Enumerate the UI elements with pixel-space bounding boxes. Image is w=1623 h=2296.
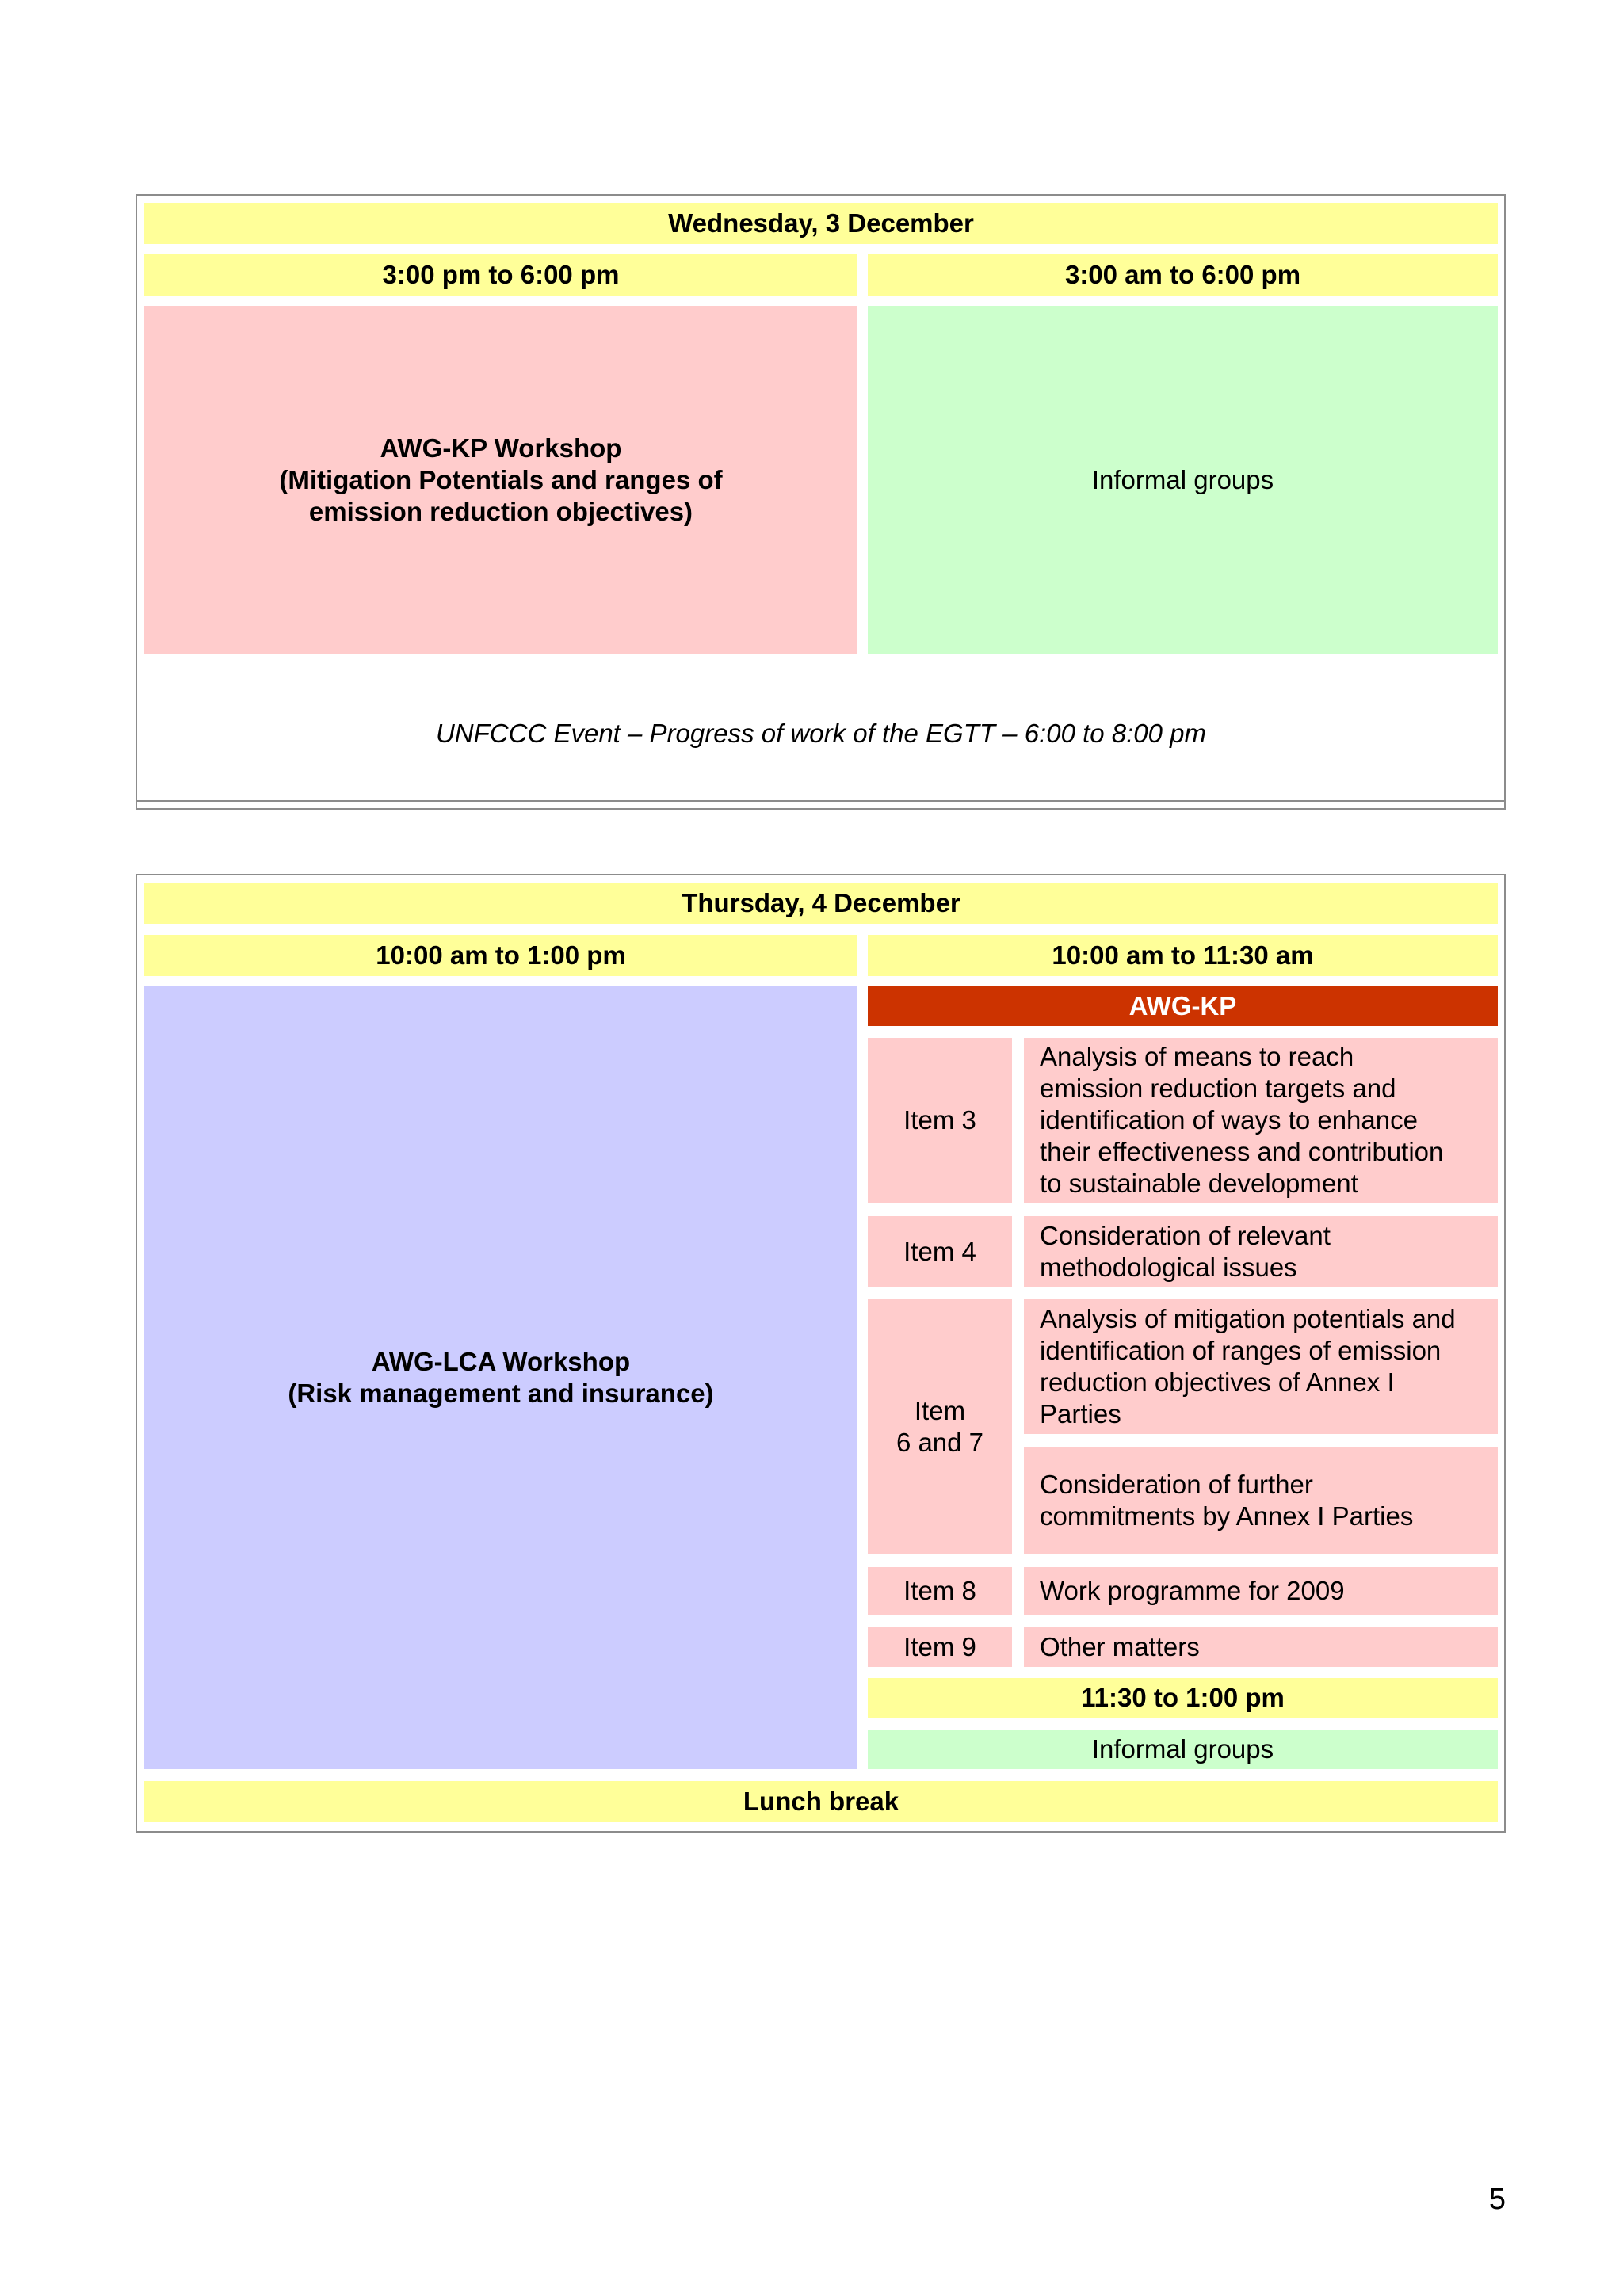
page-number: 5 bbox=[1488, 2183, 1506, 2216]
wednesday-day-header: Wednesday, 3 December bbox=[144, 203, 1498, 244]
wednesday-event-note: UNFCCC Event – Progress of work of the EGTT – 6:00 to 8:00 pm bbox=[435, 719, 1207, 748]
agenda-item-6-description: Analysis of mitigation potentials and identification of ranges of emission reduction objectives of Annex I Parties bbox=[1024, 1299, 1498, 1434]
agenda-item-8-label: Item 8 bbox=[868, 1567, 1012, 1615]
thursday-second-time: 11:30 to 1:00 pm bbox=[868, 1678, 1498, 1718]
thursday-second-session: Informal groups bbox=[868, 1730, 1498, 1769]
awg-kp-agenda-header: AWG-KP bbox=[868, 986, 1498, 1026]
thursday-left-time: 10:00 am to 1:00 pm bbox=[144, 935, 857, 976]
agenda-item-7-description: Consideration of further commitments by Annex I Parties bbox=[1024, 1447, 1498, 1554]
agenda-item-4-description: Consideration of relevant methodological issues bbox=[1024, 1216, 1498, 1287]
agenda-item-9-description: Other matters bbox=[1024, 1627, 1498, 1667]
agenda-item-8-description: Work programme for 2009 bbox=[1024, 1567, 1498, 1615]
thursday-right-time: 10:00 am to 11:30 am bbox=[868, 935, 1498, 976]
agenda-item-6-7-label: Item 6 and 7 bbox=[868, 1299, 1012, 1554]
agenda-item-4-label: Item 4 bbox=[868, 1216, 1012, 1287]
wednesday-right-time: 3:00 am to 6:00 pm bbox=[868, 254, 1498, 296]
agenda-item-3-description: Analysis of means to reach emission reduction targets and identification of ways to enhance their effectiveness and contribution to sustainable development bbox=[1024, 1038, 1498, 1203]
thursday-day-header: Thursday, 4 December bbox=[144, 883, 1498, 924]
agenda-item-9-label: Item 9 bbox=[868, 1627, 1012, 1667]
lunch-break-row: Lunch break bbox=[144, 1781, 1498, 1822]
agenda-item-3-label: Item 3 bbox=[868, 1038, 1012, 1203]
wednesday-left-session: AWG-KP Workshop (Mitigation Potentials and ranges of emission reduction objectives) bbox=[144, 306, 857, 654]
wednesday-table-divider bbox=[137, 800, 1504, 802]
wednesday-right-session: Informal groups bbox=[868, 306, 1498, 654]
thursday-left-session: AWG-LCA Workshop (Risk management and insurance) bbox=[144, 986, 857, 1769]
wednesday-left-time: 3:00 pm to 6:00 pm bbox=[144, 254, 857, 296]
